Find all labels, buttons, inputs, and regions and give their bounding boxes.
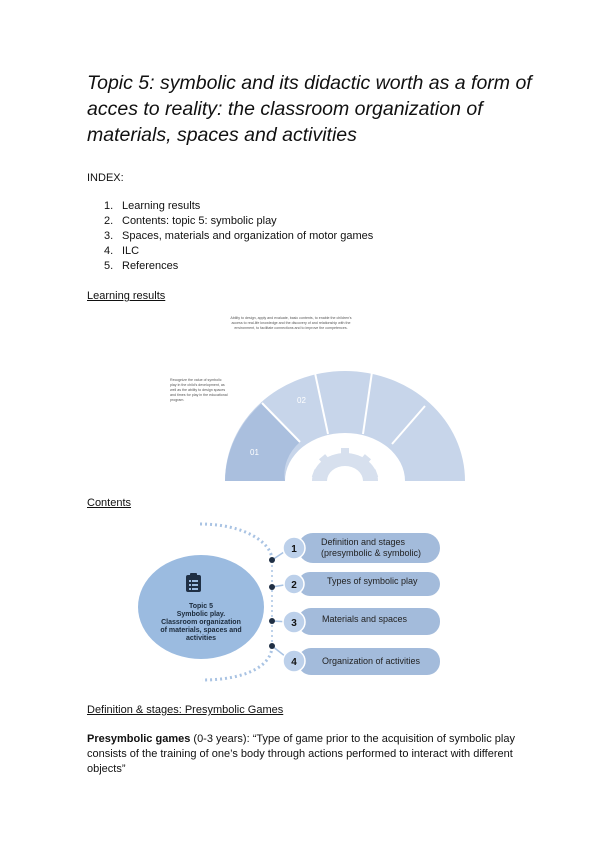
connector-dot — [269, 584, 275, 590]
content-label-4: Organization of activities — [322, 656, 421, 666]
index-item — [104, 259, 373, 274]
presymbolic-term: Presymbolic games — [87, 733, 191, 745]
content-label-1-line-2: (presymbolic & symbolic) — [321, 548, 422, 558]
index-item-text: Spaces, materials and organization of motor games — [122, 230, 374, 242]
segment-label-01: 01 — [250, 448, 259, 457]
learning-text-top: Ability to design, apply and evaluate, basic contents, to enable the children's access to real-life knowledge and the discovery of and relationship with the environment, to facilitate connections and to improve the competences. — [230, 316, 352, 330]
index-item-text: Contents: topic 5: symbolic play — [122, 215, 277, 227]
index-label: INDEX: — [87, 172, 124, 184]
index-item — [104, 214, 373, 229]
number-label-4: 4 — [291, 657, 297, 668]
number-label-2: 2 — [291, 580, 297, 591]
index-item-text: Learning results — [122, 200, 201, 212]
index-item-number: 3. — [104, 230, 114, 242]
number-label-1: 1 — [291, 544, 297, 555]
topic-circle-line: Classroom organization — [161, 619, 241, 626]
topic-circle-line: Topic 5 — [189, 603, 213, 610]
index-item-number: 5. — [104, 260, 114, 272]
index-list — [104, 199, 373, 274]
learning-results-heading: Learning results — [87, 290, 166, 302]
index-item-text: References — [122, 260, 179, 272]
index-item — [104, 244, 373, 259]
index-item-number: 1. — [104, 200, 114, 212]
content-label-3: Materials and spaces — [322, 614, 408, 624]
index-item — [104, 199, 373, 214]
learning-text-left: Recognize the value of symbolic play in the child's development, as well as the ability to design spaces and times for play in the educational program. — [170, 378, 228, 402]
index-item-text: ILC — [122, 245, 140, 257]
contents-heading: Contents — [87, 497, 132, 509]
topic-circle-line: activities — [186, 635, 216, 642]
topic-circle-text — [141, 603, 261, 643]
presymbolic-paragraph — [87, 732, 527, 777]
clipboard-icon — [185, 573, 202, 593]
content-label-1 — [321, 537, 421, 559]
content-label-2: Types of symbolic play — [327, 576, 418, 586]
connector-dot — [269, 557, 275, 563]
index-item-number: 2. — [104, 215, 114, 227]
index-item-number: 4. — [104, 245, 114, 257]
presymbolic-definition: (0-3 years): “Type of game prior to the acquisition of symbolic play consists of the training of one’s body through actions performed to interact with different objects” — [87, 733, 515, 775]
connector-dot — [269, 618, 275, 624]
content-label-1-line-1: Definition and stages — [321, 537, 406, 547]
number-label-3: 3 — [291, 618, 297, 629]
topic-circle-line: Symbolic play. — [176, 611, 226, 618]
semicircle-diagram — [220, 370, 470, 482]
definition-heading: Definition & stages: Presymbolic Games — [87, 704, 284, 716]
connector-dot — [269, 643, 275, 649]
segment-label-02: 02 — [297, 396, 306, 405]
index-item — [104, 229, 373, 244]
page-title: Topic 5: symbolic and its didactic worth as a form of acces to reality: the classroom organization of materials, spaces and activities — [87, 72, 532, 146]
dotted-arc-top — [200, 524, 272, 560]
topic-circle-line: of materials, spaces and — [160, 627, 242, 634]
